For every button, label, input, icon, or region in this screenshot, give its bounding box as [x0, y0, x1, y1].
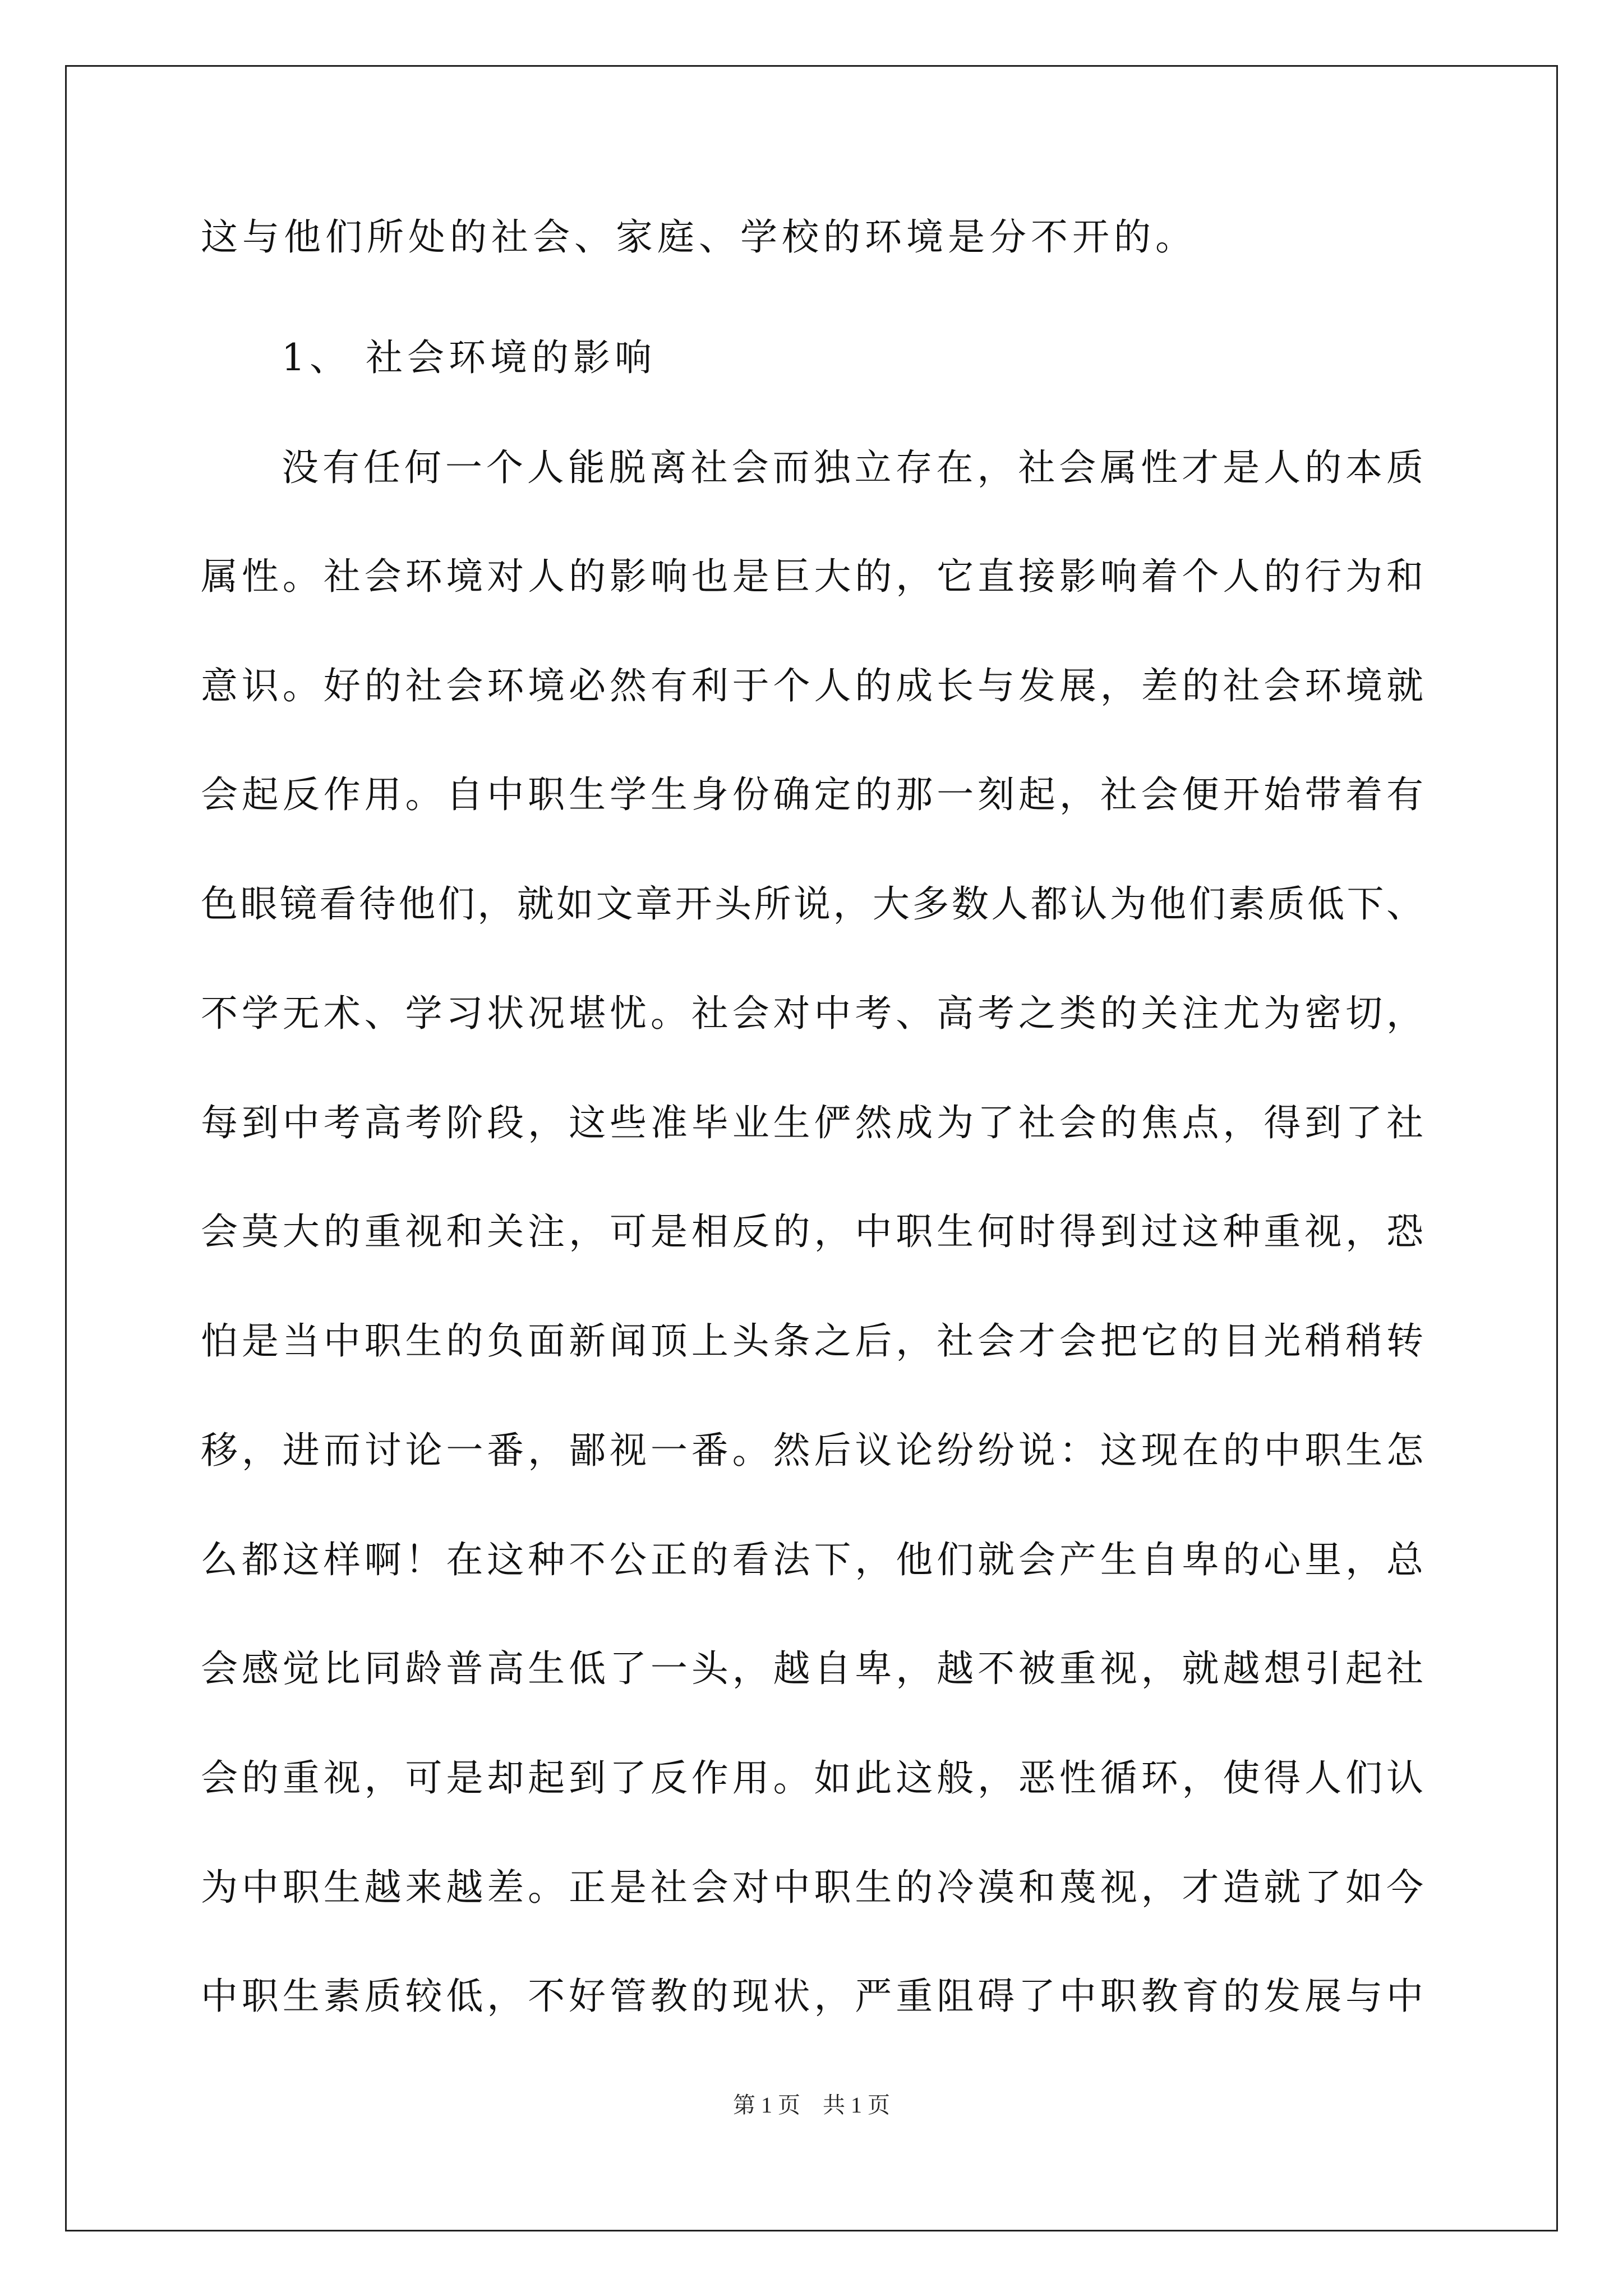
body-line-9: 会莫大的重视和关注，可是相反的，中职生何时得到过这种重视，恐	[201, 1210, 1423, 1253]
body-line-3: 属性。社会环境对人的影响也是巨大的，它直接影响着个人的行为和	[201, 555, 1423, 598]
body-line-16: 中职生素质较低，不好管教的现状，严重阻碍了中职教育的发展与中	[201, 1975, 1423, 2018]
body-line-14: 会的重视，可是却起到了反作用。如此这般，恶性循环，使得人们认	[201, 1756, 1423, 1800]
body-line-1: 这与他们所处的社会、家庭、学校的环境是分不开的。	[201, 215, 1197, 259]
page-number: 第 1 页	[733, 2092, 800, 2118]
body-line-11: 移，进而讨论一番，鄙视一番。然后议论纷纷说：这现在的中职生怎	[201, 1429, 1423, 1472]
body-line-13: 会感觉比同龄普高生低了一头，越自卑，越不被重视，就越想引起社	[201, 1647, 1423, 1690]
body-line-4: 意识。好的社会环境必然有利于个人的成长与发展，差的社会环境就	[201, 664, 1423, 707]
body-line-5: 会起反作用。自中职生学生身份确定的那一刻起，社会便开始带着有	[201, 773, 1423, 816]
body-line-6: 色眼镜看待他们，就如文章开头所说，大多数人都认为他们素质低下、	[201, 882, 1423, 926]
body-line-10: 怕是当中职生的负面新闻顶上头条之后，社会才会把它的目光稍稍转	[201, 1319, 1423, 1363]
body-line-15: 为中职生越来越差。正是社会对中职生的冷漠和蔑视，才造就了如今	[201, 1866, 1423, 1909]
section-heading-number: 1、	[282, 336, 351, 379]
body-line-7: 不学无术、学习状况堪忧。社会对中考、高考之类的关注尤为密切，	[201, 992, 1423, 1035]
section-heading	[282, 335, 656, 380]
section-heading-title: 社会环境的影响	[366, 336, 656, 379]
body-line-12: 么都这样啊！在这种不公正的看法下，他们就会产生自卑的心里，总	[201, 1538, 1423, 1581]
page-footer	[0, 2091, 1623, 2119]
body-line-8: 每到中考高考阶段，这些准毕业生俨然成为了社会的焦点，得到了社	[201, 1101, 1423, 1144]
body-line-2: 没有任何一个人能脱离社会而独立存在，社会属性才是人的本质	[282, 446, 1423, 489]
page-total: 共 1 页	[823, 2092, 890, 2118]
